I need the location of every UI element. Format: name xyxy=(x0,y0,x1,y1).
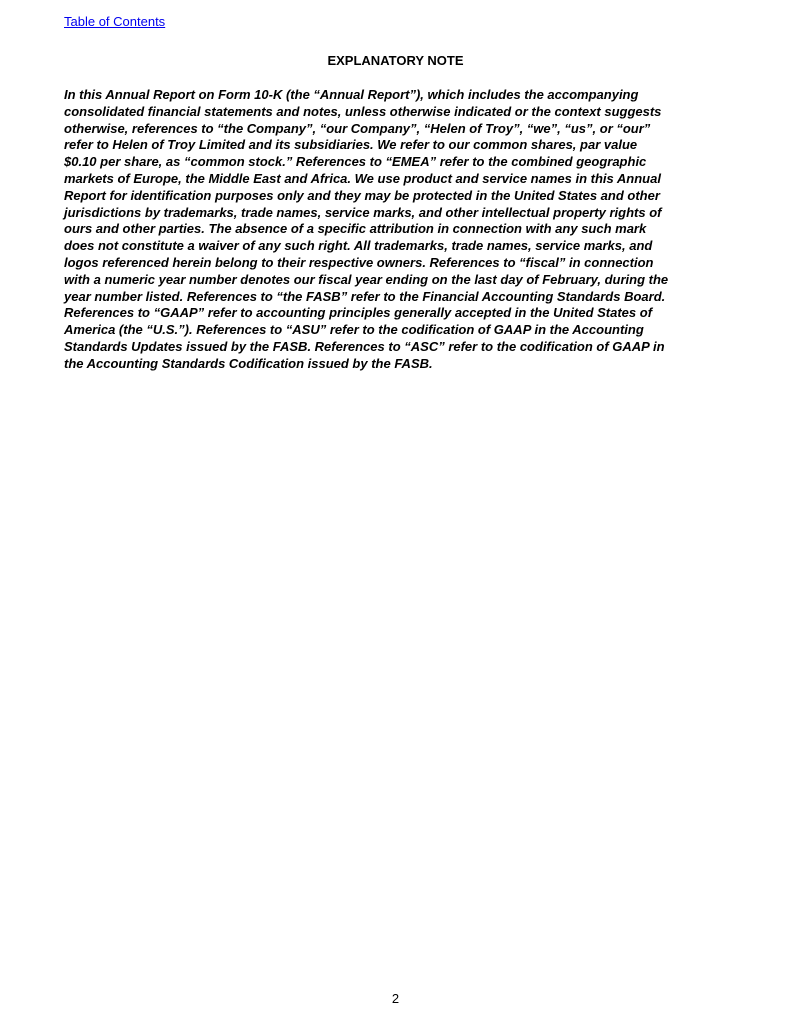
paragraph-line: In this Annual Report on Form 10-K (the “Annual Report”), which includes the accompanying xyxy=(64,87,639,102)
paragraph-line: markets of Europe, the Middle East and Africa. We use product and service names in this Annual xyxy=(64,170,661,186)
paragraph-line: $0.10 per share, as “common stock.” References to “EMEA” refer to the combined geographic xyxy=(64,154,647,170)
paragraph-line: America (the “U.S.”). References to “ASU” refer to the codification of GAAP in the Accounting xyxy=(64,322,644,338)
table-of-contents-link[interactable]: Table of Contents xyxy=(64,14,166,29)
explanatory-note-paragraph xyxy=(64,87,730,373)
paragraph-line: Report for identification purposes only and they may be protected in the United States and other xyxy=(64,187,660,203)
paragraph-line: Standards Updates issued by the FASB. References to “ASC” refer to the codification of GAAP in xyxy=(64,338,665,354)
paragraph-line: year number listed. References to “the FASB” refer to the Financial Accounting Standards Board. xyxy=(64,288,666,304)
paragraph-line: does not constitute a waiver of any such right. All trademarks, trade names, service marks, and xyxy=(64,238,653,254)
paragraph-line: jurisdictions by trademarks, trade names, service marks, and other intellectual property rights of xyxy=(64,204,662,220)
paragraph-line: logos referenced herein belong to their respective owners. References to “fiscal” in connection xyxy=(64,254,654,270)
paragraph-line: with a numeric year number denotes our fiscal year ending on the last day of February, during the xyxy=(64,271,669,287)
paragraph-line: otherwise, references to “the Company”, “our Company”, “Helen of Troy”, “we”, “us”, or “our” xyxy=(64,120,651,136)
paragraph-line: the Accounting Standards Codification issued by the FASB. xyxy=(64,355,433,371)
paragraph-line: ours and other parties. The absence of a specific attribution in connection with any such mark xyxy=(64,221,647,237)
paragraph-line: References to “GAAP” refer to accounting principles generally accepted in the United States of xyxy=(64,305,653,321)
page-number: 2 xyxy=(391,991,400,1006)
paragraph-line: consolidated financial statements and notes, unless otherwise indicated or the context suggests xyxy=(64,103,662,119)
page-title: EXPLANATORY NOTE xyxy=(327,53,464,68)
paragraph-line: refer to Helen of Troy Limited and its subsidiaries. We refer to our common shares, par value xyxy=(64,137,638,153)
